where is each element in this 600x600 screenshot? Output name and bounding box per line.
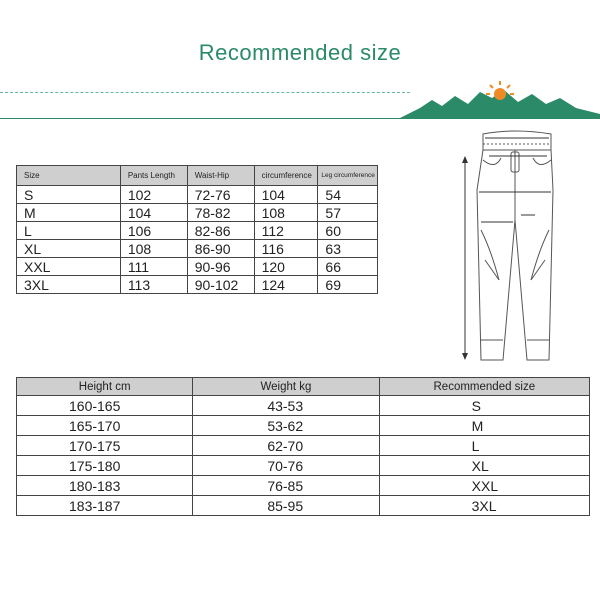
table-cell: 43-53: [193, 396, 379, 416]
table-cell: 102: [120, 186, 187, 204]
table-row: [17, 240, 378, 258]
table-row: [17, 258, 378, 276]
size-table-header: Leg circumference: [318, 166, 378, 186]
table-cell: 180-183: [17, 476, 193, 496]
size-table-header: Size: [17, 166, 121, 186]
table-cell: 183-187: [17, 496, 193, 516]
pants-diagram: [455, 130, 575, 365]
table-row: [17, 186, 378, 204]
size-table-header: circumference: [254, 166, 318, 186]
table-cell: 53-62: [193, 416, 379, 436]
table-cell: L: [379, 436, 589, 456]
rec-table-header: Weight kg: [193, 378, 379, 396]
table-cell: XXL: [379, 476, 589, 496]
table-cell: 3XL: [17, 276, 121, 294]
table-cell: 113: [120, 276, 187, 294]
table-row: [17, 204, 378, 222]
table-cell: 54: [318, 186, 378, 204]
table-cell: XL: [17, 240, 121, 258]
table-cell: 70-76: [193, 456, 379, 476]
table-row: [17, 496, 590, 516]
table-cell: 90-102: [187, 276, 254, 294]
table-row: [17, 436, 590, 456]
table-cell: 116: [254, 240, 318, 258]
size-table-header-row: [17, 166, 378, 186]
size-table-header: Pants Length: [120, 166, 187, 186]
header-dashed-line: [0, 92, 410, 93]
table-cell: 106: [120, 222, 187, 240]
table-cell: 170-175: [17, 436, 193, 456]
table-cell: 72-76: [187, 186, 254, 204]
rec-table-header: Recommended size: [379, 378, 589, 396]
table-cell: 104: [120, 204, 187, 222]
table-cell: 78-82: [187, 204, 254, 222]
table-cell: 63: [318, 240, 378, 258]
table-row: [17, 476, 590, 496]
table-cell: L: [17, 222, 121, 240]
table-row: [17, 222, 378, 240]
table-cell: 82-86: [187, 222, 254, 240]
rec-table-header: Height cm: [17, 378, 193, 396]
table-cell: 3XL: [379, 496, 589, 516]
table-row: [17, 276, 378, 294]
table-row: [17, 416, 590, 436]
table-cell: 111: [120, 258, 187, 276]
table-cell: 108: [254, 204, 318, 222]
table-cell: 66: [318, 258, 378, 276]
table-cell: 175-180: [17, 456, 193, 476]
table-cell: M: [17, 204, 121, 222]
page-title: Recommended size: [198, 40, 402, 65]
mountain-sun-logo: [400, 78, 600, 120]
table-cell: 108: [120, 240, 187, 258]
table-cell: 76-85: [193, 476, 379, 496]
table-cell: 69: [318, 276, 378, 294]
table-cell: 62-70: [193, 436, 379, 456]
recommended-size-table: [16, 377, 590, 516]
table-cell: 86-90: [187, 240, 254, 258]
table-cell: 104: [254, 186, 318, 204]
table-cell: 120: [254, 258, 318, 276]
table-cell: 165-170: [17, 416, 193, 436]
table-cell: XL: [379, 456, 589, 476]
table-row: [17, 456, 590, 476]
table-cell: 57: [318, 204, 378, 222]
size-table-header: Waist-Hip: [187, 166, 254, 186]
table-cell: S: [17, 186, 121, 204]
table-cell: M: [379, 416, 589, 436]
rec-table-header-row: [17, 378, 590, 396]
table-cell: 112: [254, 222, 318, 240]
table-cell: S: [379, 396, 589, 416]
table-cell: 60: [318, 222, 378, 240]
table-row: [17, 396, 590, 416]
table-cell: 90-96: [187, 258, 254, 276]
table-cell: XXL: [17, 258, 121, 276]
table-cell: 124: [254, 276, 318, 294]
size-measurement-table: [16, 165, 378, 294]
table-cell: 85-95: [193, 496, 379, 516]
table-cell: 160-165: [17, 396, 193, 416]
